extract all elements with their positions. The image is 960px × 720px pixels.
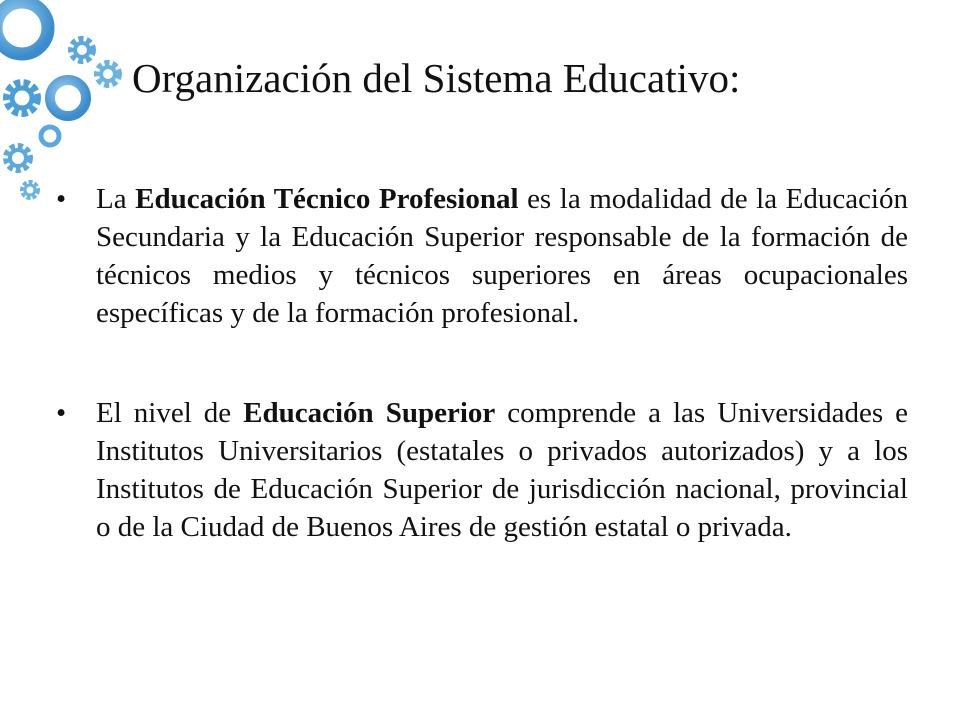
bullet-text-before: El nivel de (96, 397, 244, 429)
bullet-item (56, 394, 908, 546)
bullet-dot: • (56, 183, 67, 215)
gear-cluster-icon (0, 0, 130, 210)
bullet-dot: • (56, 397, 67, 429)
slide-title: Organización del Sistema Educativo: (132, 55, 741, 101)
gear-small-1 (71, 39, 93, 61)
bullet-text-bold: Educación Superior (243, 397, 496, 429)
bullet-text-after: es la modalidad de la Educación Secundaria y la Educación Superior responsable de la formación de técnicos medios y técnicos superiores en áreas ocupacionales específicas y de la formación profesional. (96, 183, 908, 329)
bullet-text-bold: Educación Técnico Profesional (135, 183, 519, 215)
bullet-text-before: La (96, 183, 136, 215)
bullet-list (56, 180, 908, 608)
bullet-item (56, 180, 908, 332)
bullet-text-after: comprende a las Universidades e Institutos Universitarios (estatales o privados autorizados) y a los Institutos de Educación Superior de jurisdicción nacional, provincial o de la Ciudad de Buenos Aires de gestión estatal o privada. (96, 397, 908, 543)
